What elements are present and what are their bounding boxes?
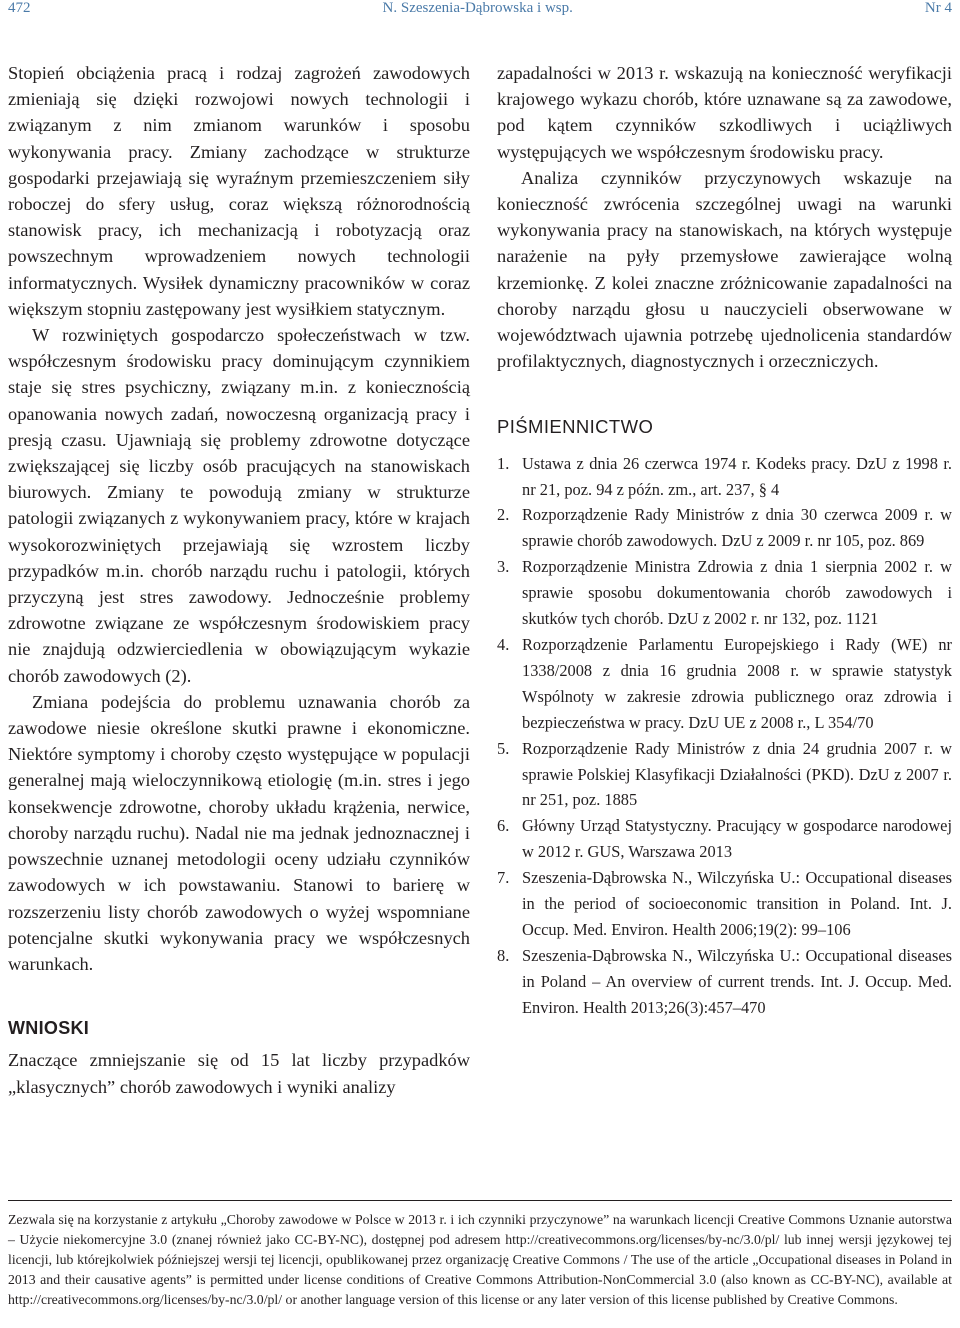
conclusions-paragraph: Znaczące zmniejszanie się od 15 lat liczby przypadków „klasycznych” chorób zawodowych i wyniki analizy [8, 1050, 470, 1097]
conclusions-heading: WNIOSKI [8, 1018, 90, 1039]
reference-text: Szeszenia-Dąbrowska N., Wilczyńska U.: Occupational diseases in Poland – An overview of current trends. Int. J. Occup. Med. Environ. Health 2013;26(3):457–470 [522, 945, 952, 1017]
reference-text: Rozporządzenie Rady Ministrów z dnia 24 grudnia 2007 r. w sprawie Polskiej Klasyfikacji Działalności (PKD). DzU z 2007 r. nr 251, poz. 1885 [522, 738, 952, 810]
reference-item [497, 554, 952, 632]
reference-text: Ustawa z dnia 26 czerwca 1974 r. Kodeks pracy. DzU z 1998 r. nr 21, poz. 94 z późn. zm., art. 237, § 4 [522, 453, 952, 499]
reference-list [497, 451, 952, 1021]
reference-item [497, 943, 952, 1021]
reference-item [497, 502, 952, 554]
body-paragraph: zapadalności w 2013 r. wskazują na konieczność weryfikacji krajowego wykazu chorób, które uznawane są za zawodowe, pod kątem czynników szkodliwych i uciążliwych występujących we współczesnym środowisku pracy. [497, 63, 952, 162]
reference-item [497, 632, 952, 736]
page-number: 472 [8, 0, 31, 16]
right-column [497, 60, 952, 1021]
license-footer: Zezwala się na korzystanie z artykułu „Choroby zawodowe w Polsce w 2013 r. i ich czynniki przyczynowe” na warunkach licencji Creative Commons Uznanie autorstwa – Użycie niekomercyjne 3.0 (znanej również jako CC-BY-NC), dostępnej pod adresem http://creativecommons.org/licenses/by-nc/3.0/pl/ lub innej wersji językowej tej licencji, lub którejkolwiek późniejszej wersji tej licencji, opublikowanej przez organizację Creative Commons / The use of the article „Occupational diseases in Poland in 2013 and their causative agents” is permitted under license conditions of Creative Commons Attribution-NonCommercial 3.0 (also known as CC-BY-NC), available at http://creativecommons.org/licenses/by-nc/3.0/pl/ or another language version of this license or any later version of this license published by Creative Commons. [8, 1212, 952, 1307]
reference-number: 3. [497, 557, 510, 577]
body-paragraph: Zmiana podejścia do problemu uznawania chorób za zawodowe niesie określone skutki prawne i ekonomiczne. Niektóre symptomy i choroby często występujące w populacji generalnej mają wieloczynnikową etiologię (m.in. stres i jego konsekwencje zdrowotne, choroby układu krążenia, nerwice, choroby narządu ruchu). Nadal nie ma jednak jednoznacznej i powszechnie uznanej metodologii oceny udziału czynników zawodowych w ich powstawaniu. Stanowi to barierę w rozszerzeniu listy chorób zawodowych o wyżej wspomniane potencjalne skutki wykonywania pracy we współczesnych warunkach. [8, 691, 470, 974]
reference-text: Rozporządzenie Rady Ministrów z dnia 30 czerwca 2009 r. w sprawie chorób zawodowych. DzU z 2009 r. nr 105, poz. 869 [522, 505, 952, 551]
running-head [8, 0, 952, 20]
reference-number: 5. [497, 738, 510, 758]
body-paragraph: Analiza czynników przyczynowych wskazuje na konieczność zwrócenia szczególnej uwagi na warunki wykonywania pracy na stanowiskach, na których występuje narażenie na pyły przemysłowe zawierające wolną krzemionkę. Z kolei znaczne zróżnicowanie zapadalności na choroby narządu głosu u nauczycieli obserwowane w województwach ujawnia potrzebę ujednolicenia standardów profilaktycznych, diagnostycznych i orzeczniczych. [497, 167, 952, 372]
reference-text: Szeszenia-Dąbrowska N., Wilczyńska U.: Occupational diseases in the period of socioeconomic transition in Poland. Int. J. Occup. Med. Environ. Health 2006;19(2): 99–106 [522, 868, 952, 939]
reference-number: 7. [497, 868, 510, 888]
reference-item [497, 451, 952, 503]
reference-number: 6. [497, 816, 510, 836]
reference-number: 1. [497, 453, 510, 473]
reference-text: Rozporządzenie Parlamentu Europejskiego i Rady (WE) nr 1338/2008 z dnia 16 grudnia 2008 r. w sprawie statystyk Wspólnoty w zakresie zdrowia publicznego oraz zdrowia i bezpieczeństwa w pracy. DzU UE z 2008 r., L 354/70 [522, 634, 952, 732]
bibliography-heading: PIŚMIENNICTWO [497, 416, 654, 438]
reference-number: 2. [497, 505, 510, 525]
reference-number: 4. [497, 634, 510, 654]
reference-text: Rozporządzenie Ministra Zdrowia z dnia 1 sierpnia 2002 r. w sprawie sposobu dokumentowania chorób zawodowych i skutków tych chorób. DzU z 2002 r. nr 132, poz. 1121 [522, 557, 952, 629]
reference-item [497, 813, 952, 865]
body-paragraph: W rozwiniętych gospodarczo społeczeństwach w tzw. współczesnym środowisku pracy dominującym czynnikiem staje się stres psychiczny, związany m.in. z koniecznością opanowania nowych zadań, nowoczesną organizacją pracy i presją czasu. Ujawniają się problemy zdrowotne dotyczące zwiększającej się liczby osób pracujących na stanowiskach biurowych. Zmiany te powodują zmiany w strukturze patologii związanych z wykonywaniem pracy, które w krajach wysokorozwiniętych przejawiają się wzrostem liczby przypadków m.in. chorób narządu ruchu i patologii, których przyczyną jest stres zawodowy. Jednocześnie problemy zdrowotne związane ze współczesnym środowiskiem pracy nie znajdują odzwierciedlenia w obowiązującym wykazie chorób zawodowych (2). [8, 325, 470, 686]
footer-divider [8, 1200, 952, 1201]
running-head-authors: N. Szeszenia-Dąbrowska i wsp. [382, 0, 573, 16]
issue-number: Nr 4 [924, 0, 952, 16]
reference-text: Główny Urząd Statystyczny. Pracujący w gospodarce narodowej w 2012 r. GUS, Warszawa 2013 [522, 816, 952, 862]
left-column [8, 60, 470, 1100]
reference-item [497, 736, 952, 814]
reference-item [497, 865, 952, 943]
body-paragraph: Stopień obciążenia pracą i rodzaj zagrożeń zawodowych zmieniają się dzięki rozwojowi nowych technologii i związanym z nim zmianom warunków i sposobu wykonywania pracy. Zmiany zachodzące w strukturze gospodarki przejawiają się wyraźnym przemieszczeniem siły roboczej do sfery usług, coraz większą różnorodnością stanowisk pracy, ich mechanizacją i robotyzacją oraz powszechnym wprowadzeniem nowych technologii informatycznych. Wysiłek dynamiczny pracowników w coraz większym stopniu zastępowany jest wysiłkiem statycznym. [8, 63, 470, 319]
reference-number: 8. [497, 945, 510, 965]
